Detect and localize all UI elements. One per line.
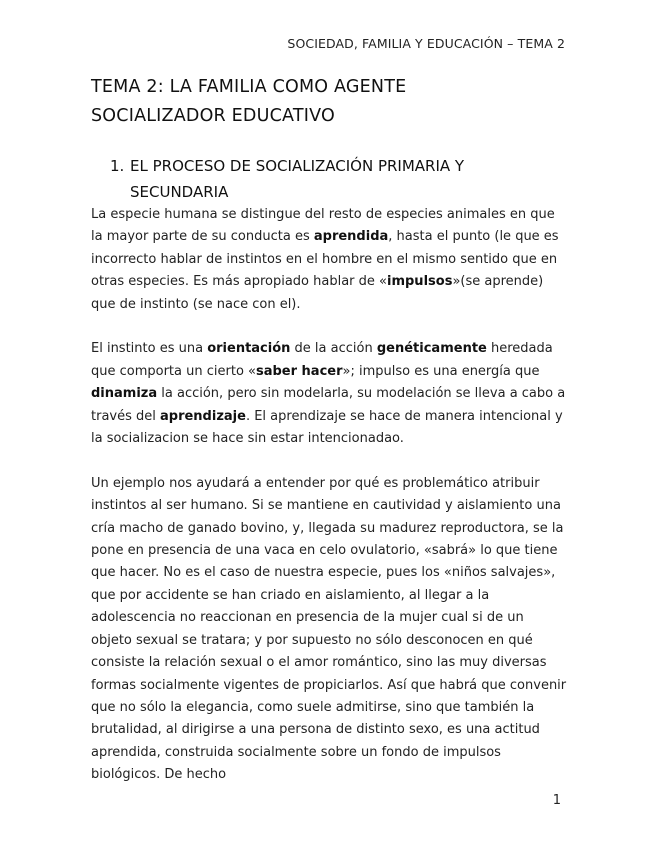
p1-text-a: La especie humana se distingue del resto de especies animales en que la mayor parte de su conducta es [91, 207, 555, 245]
p1-bold-impulsos: impulsos [387, 274, 453, 290]
p2-text-d: heredada que comporta un cierto « [91, 341, 553, 379]
page-number: 1 [552, 793, 561, 808]
p1-bold-aprendida: aprendida [313, 229, 389, 245]
chapter-title-line-2: SOCIALIZADOR EDUCATIVO [91, 106, 335, 126]
section-number: 1. [110, 157, 125, 175]
p2-text-a: El instinto es una [91, 341, 208, 357]
paragraph-1 [91, 204, 567, 316]
paragraph-2 [91, 338, 567, 450]
section-title-line-1: EL PROCESO DE SOCIALIZACIÓN PRIMARIA Y [130, 157, 465, 175]
paragraph-3: Un ejemplo nos ayudará a entender por qué es problemático atribuir instintos al ser humano. Si se mantiene en cautividad y aislamiento una cría macho de ganado bovino, y, llegada su madurez reproductora, se la pone en presencia de una vaca en celo ovulatorio, «sabrá» lo que tiene que hacer. No es el caso de nuestra especie, pues los «niños salvajes», que por accidente se han criado en aislamiento, al llegar a la adolescencia no reaccionan en presencia de la mujer cual si de un objeto sexual se tratara; y por supuesto no sólo desconocen en qué consiste la relación sexual o el amor romántico, sino las muy diversas formas socialmente vigentes de propiciarlos. Así que habrá que convenir que no sólo la elegancia, como suele admitirse, sino que también la brutalidad, al dirigirse a una persona de distinto sexo, es una actitud aprendida, construida socialmente sobre un fondo de impulsos biológicos. De hecho [91, 475, 567, 783]
p2-bold-geneticamente: genéticamente [376, 341, 487, 357]
chapter-title [91, 73, 571, 131]
p2-text-c: de la acción [290, 341, 377, 357]
section-heading [110, 153, 570, 205]
chapter-title-line-1: TEMA 2: LA FAMILIA COMO AGENTE [91, 77, 407, 97]
p1-text-d: »(se aprende) que de instinto (se nace con el). [91, 274, 544, 312]
section-title [110, 153, 570, 205]
p2-text-g: . El aprendizaje se hace de manera intencional y la socializacion se hace sin estar intencionadao. [91, 408, 563, 447]
p2-bold-saber-hacer: saber hacer [255, 363, 343, 379]
p2-bold-orientacion: orientación [207, 341, 291, 357]
p1-text-c: , hasta el punto (le que es incorrecto hablar de instintos en el hombre en el mismo sentido que en otras especies. Es más apropiado hablar de « [91, 229, 559, 290]
body-text [91, 204, 567, 809]
p2-bold-dinamiza: dinamiza [91, 386, 158, 402]
p2-text-e: »; impulso es una energía que [342, 363, 540, 379]
running-header: SOCIEDAD, FAMILIA Y EDUCACIÓN – TEMA 2 [287, 36, 565, 51]
p2-bold-aprendizaje: aprendizaje [160, 408, 246, 424]
p2-text-f: la acción, pero sin modelarla, su modelación se lleva a cabo a través del [91, 386, 566, 424]
section-title-line-2: SECUNDARIA [130, 183, 229, 201]
